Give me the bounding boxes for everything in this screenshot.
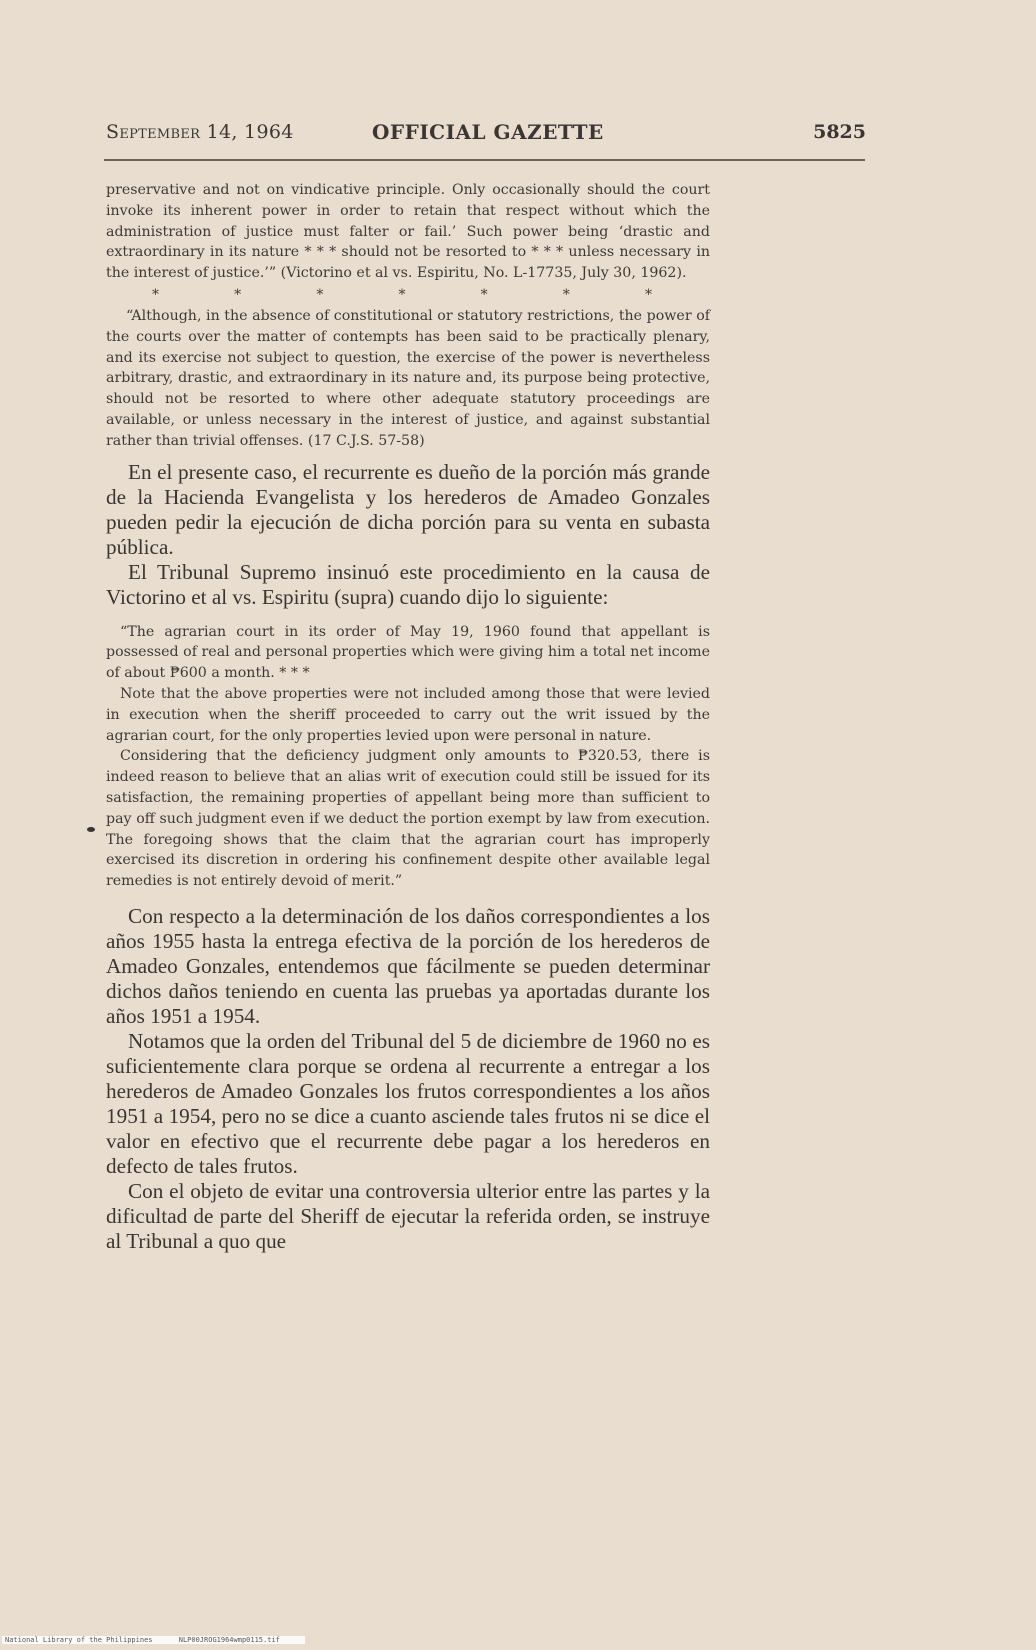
quote-paragraph: Considering that the deficiency judgment only amounts to ₱320.53, there is indeed reason to believe that an alias writ of execution could still be issued for its satisfaction, the remaining properties of appellant being more than sufficient to pay off such judgment even if we deduct the portion exempt by law from execution. The foregoing shows that the claim that the agrarian court has improperly exercised its discretion in ordering his confinement despite other available legal remedies is not entirely devoid of merit.”: [106, 748, 710, 890]
footer-library: National Library of the Philippines: [5, 1636, 153, 1644]
header-date: September 14, 1964: [106, 121, 294, 143]
star: *: [398, 286, 406, 303]
paragraph-4: Notamos que la orden del Tribunal del 5 de diciembre de 1960 no es suficientemente clara porque se ordena al recurrente a entregar a los herederos de Amadeo Gonzales los frutos correspondientes a los años 1951 a 1954, pero no se dice a cuanto asciende tales frutos ni se dice el valor en efectivo que el recurrente debe pagar a los herederos en defecto de tales frutos.: [106, 1028, 710, 1178]
footer-file: NLP00JROG1964wmp0115.tif: [178, 1636, 280, 1644]
scan-footer: [2, 1636, 305, 1644]
star: *: [562, 286, 570, 303]
star: *: [316, 286, 324, 303]
header-title: OFFICIAL GAZETTE: [372, 120, 604, 144]
header-rule: [104, 159, 865, 161]
ellipsis-stars: [152, 284, 652, 306]
star: *: [234, 286, 242, 303]
page-number: 5825: [813, 121, 866, 143]
page-header: [106, 121, 866, 151]
quote-cjs: “Although, in the absence of constitutional or statutory restrictions, the power of the courts over the matter of contempts has been said to be practically plenary, and its exercise not subject to question, the exercise of the power is nevertheless arbitrary, drastic, and extraordinary in its nature and, its purpose being protective, should not be resorted to where other adequate statutory proceedings are available, or unless necessary in the interest of justice, and against substantial rather than trivial offenses. (17 C.J.S. 57-58): [106, 307, 710, 449]
paragraph-1: En el presente caso, el recurrente es dueño de la porción más grande de la Hacienda Evangelista y los herederos de Amadeo Gonzales pueden pedir la ejecución de dicha porción para su venta en subasta pública.: [106, 459, 710, 559]
paragraph-3: Con respecto a la determinación de los daños correspondientes a los años 1955 hasta la entrega efectiva de la porción de los herederos de Amadeo Gonzales, entendemos que fácilmente se pueden determinar dichos daños teniendo en cuenta las pruebas ya aportadas durante los años 1951 a 1954.: [106, 903, 710, 1028]
quote-paragraph: Note that the above properties were not included among those that were levied in execution when the sheriff proceeded to carry out the writ issued by the agrarian court, for the only properties levied upon were personal in nature.: [106, 685, 710, 744]
paragraph-5: Con el objeto de evitar una controversia ulterior entre las partes y la dificultad de parte del Sheriff de ejecutar la referida orden, se instruye al Tribunal a quo que: [106, 1178, 710, 1253]
quote-continuation: preservative and not on vindicative principle. Only occasionally should the court invoke its inherent power in order to retain that respect without which the administration of justice must falter or fail.’ Such power being ‘drastic and extraordinary in its nature * * * should not be resorted to * * * unless necessary in the interest of justice.’” (Victorino et al vs. Espiritu, No. L-17735, July 30, 1962).: [106, 182, 710, 282]
ink-mark: [87, 827, 95, 832]
star: *: [644, 286, 652, 303]
quote-agrarian-court: [106, 622, 710, 892]
star: *: [152, 286, 159, 303]
paragraph-2: El Tribunal Supremo insinuó este procedimiento en la causa de Victorino et al vs. Espiritu (supra) cuando dijo lo siguiente:: [106, 559, 710, 609]
quote-paragraph: “The agrarian court in its order of May 19, 1960 found that appellant is possessed of real and personal properties which were giving him a total net income of about ₱600 a month. * * *: [106, 623, 710, 682]
text-column: [106, 180, 710, 1254]
star: *: [480, 286, 488, 303]
